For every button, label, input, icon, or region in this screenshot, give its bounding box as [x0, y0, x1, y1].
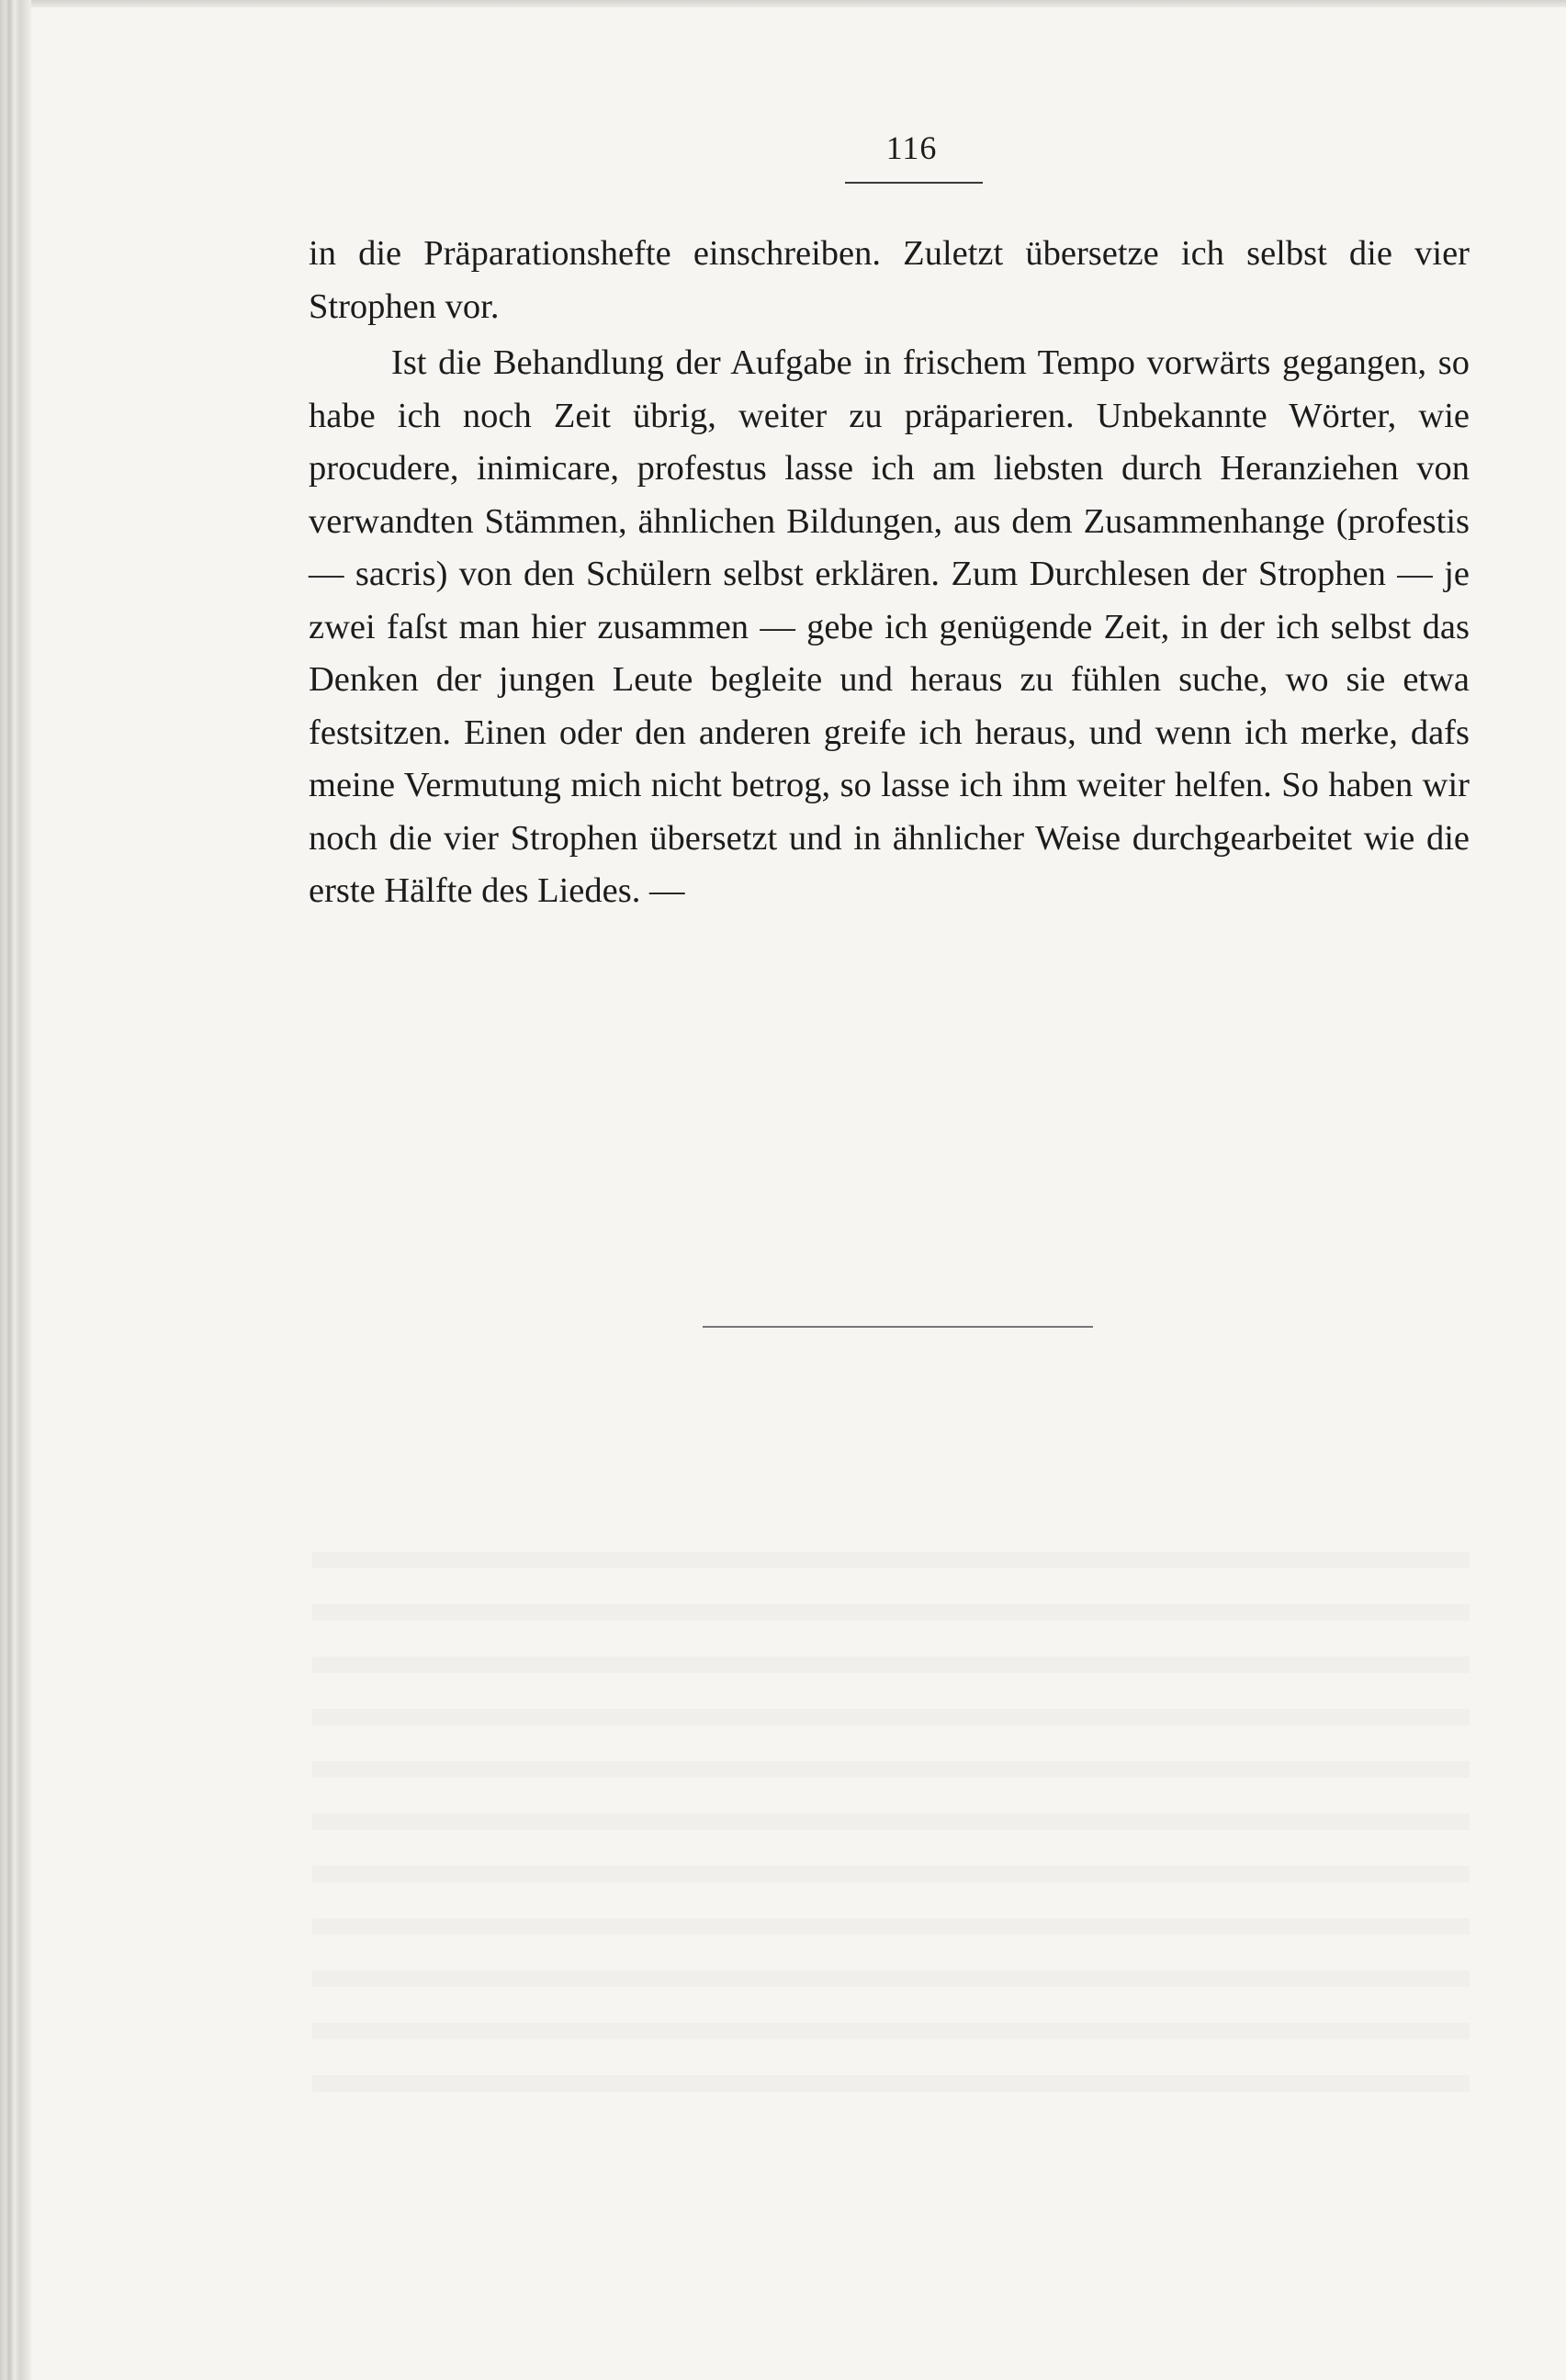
body-text: [309, 228, 1470, 918]
page-binding-edge: [0, 0, 31, 2380]
page-number-rule: [845, 182, 983, 184]
paragraph-1: in die Präparationshefte einschreiben. Zuletzt übersetze ich selbst die vier Strophen vor.: [309, 234, 1470, 326]
show-through-texture: [312, 1524, 1470, 2112]
page-number: 116: [885, 129, 938, 166]
page-top-edge: [31, 0, 1566, 7]
section-divider: [703, 1326, 1093, 1328]
paragraph-2: Ist die Behandlung der Aufgabe in frischem Tempo vorwärts gegangen, so habe ich noch Zeit übrig, weiter zu präparieren. Unbekannte Wörter, wie procudere, inimicare, profestus lasse ich am liebsten durch Heranziehen von verwandten Stämmen, ähnlichen Bildungen, aus dem Zusammenhange (profestis — sacris) von den Schülern selbst erklären. Zum Durchlesen der Strophen — je zwei faſst man hier zusammen — gebe ich genügende Zeit, in der ich selbst das Denken der jungen Leute begleite und heraus zu fühlen suche, wo sie etwa festsitzen. Einen oder den anderen greife ich heraus, und wenn ich merke, dafs meine Vermutung mich nicht betrog, so lasse ich ihm weiter helfen. So haben wir noch die vier Strophen übersetzt und in ähnlicher Weise durchgearbeitet wie die erste Hälfte des Liedes. —: [309, 343, 1470, 910]
